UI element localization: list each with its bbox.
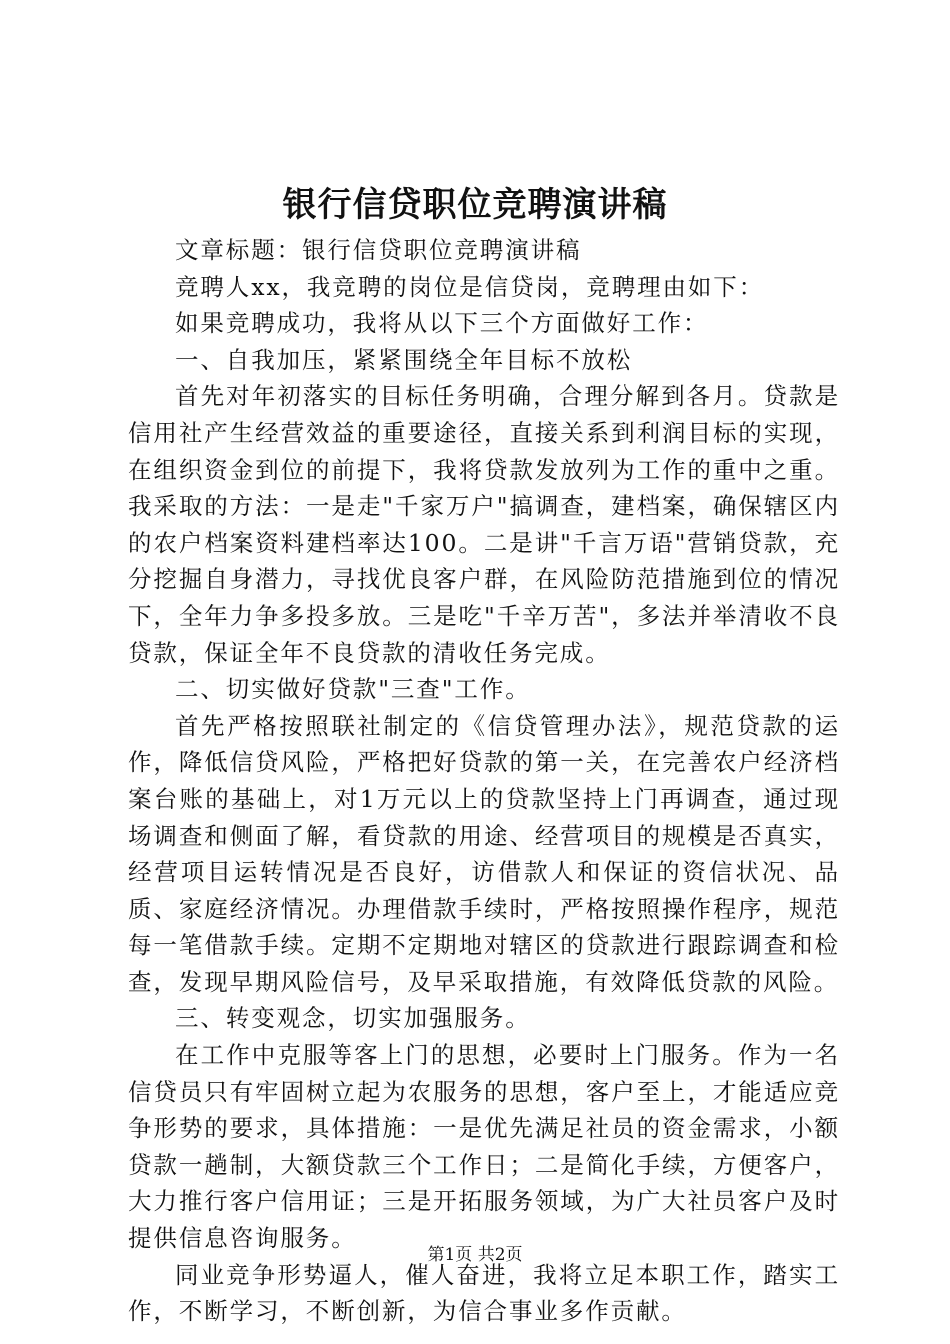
document-title: 银行信贷职位竞聘演讲稿 bbox=[282, 185, 668, 225]
paragraph-section-3: 在工作中克服等客上门的思想，必要时上门服务。作为一名信贷员只有牢固树立起为农服务的思想，客户至上，才能适应竞争形势的要求，具体措施：一是优先满足社员的资金需求，小额贷款一趟制，大额贷款三个工作日；二是简化手续，方便客户，大力推行客户信用证；三是开拓服务领域，为广大社员客户及时提供信息咨询服务。 bbox=[128, 1041, 840, 1253]
paragraph-candidate-intro: 竞聘人xx，我竞聘的岗位是信贷岗，竞聘理由如下： bbox=[175, 272, 765, 301]
section-heading-1: 一、自我加压，紧紧围绕全年目标不放松 bbox=[175, 345, 633, 374]
paragraph-conclusion: 同业竞争形势逼人，催人奋进，我将立足本职工作，踏实工作，不断学习，不断创新，为信合事业多作贡献。 bbox=[128, 1260, 840, 1326]
paragraph-plan-intro: 如果竞聘成功，我将从以下三个方面做好工作： bbox=[175, 309, 709, 338]
section-heading-3: 三、转变观念，切实加强服务。 bbox=[175, 1004, 531, 1033]
document-body bbox=[128, 232, 840, 1330]
paragraph-section-1: 首先对年初落实的目标任务明确，合理分解到各月。贷款是信用社产生经营效益的重要途径，直接关系到利润目标的实现，在组织资金到位的前提下，我将贷款发放列为工作的重中之重。我采取的方法：一是走"千家万户"搞调查，建档案，确保辖区内的农户档案资料建档率达100。二是讲"千言万语"营销贷款，充分挖掘自身潜力，寻找优良客户群，在风险防范措施到位的情况下，全年力争多投多放。三是吃"千辛万苦"，多法并举清收不良贷款，保证全年不良贷款的清收任务完成。 bbox=[128, 382, 840, 667]
section-heading-2: 二、切实做好贷款"三查"工作。 bbox=[175, 675, 531, 704]
paragraph-article-title: 文章标题：银行信贷职位竞聘演讲稿 bbox=[175, 236, 582, 264]
page-number-footer: 第1页 共2页 bbox=[427, 1245, 523, 1265]
paragraph-section-2: 首先严格按照联社制定的《信贷管理办法》，规范贷款的运作，降低信贷风险，严格把好贷款的第一关，在完善农户经济档案台账的基础上，对1万元以上的贷款坚持上门再调查，通过现场调查和侧面了解，看贷款的用途、经营项目的规模是否真实，经营项目运转情况是否良好，访借款人和保证的资信状况、品质、家庭经济情况。办理借款手续时，严格按照操作程序，规范每一笔借款手续。定期不定期地对辖区的贷款进行跟踪调查和检查，发现早期风险信号，及早采取措施，有效降低贷款的风险。 bbox=[128, 711, 840, 996]
